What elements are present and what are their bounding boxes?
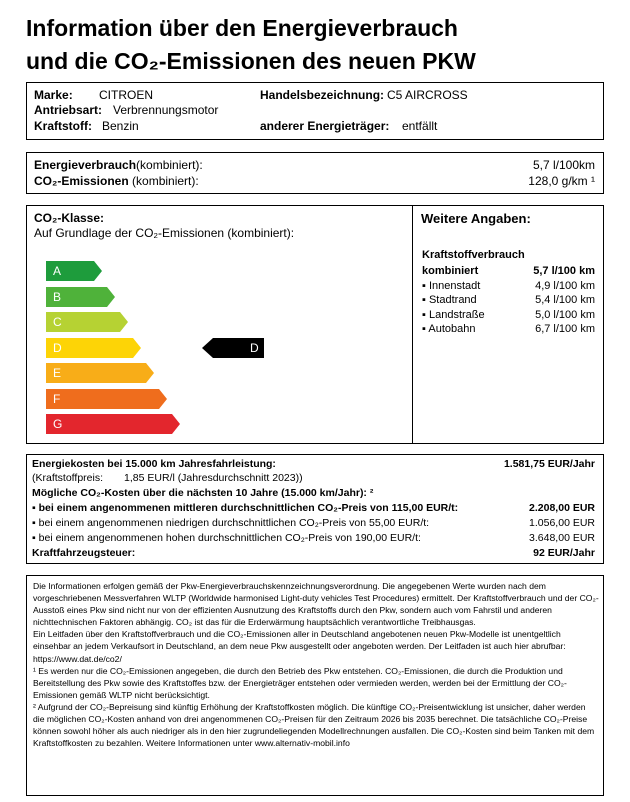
fuel-price-value: 1,85 EUR/l (Jahresdurchschnitt 2023)) (124, 472, 303, 484)
class-arrow-d (46, 338, 141, 358)
legal-info-box (26, 575, 604, 796)
co2-cost-high-text: bei einem angenommenen hohen durchschnittlichen CO₂-Preis von 190,00 EUR/t: (38, 532, 421, 544)
further-row-value: 5,0 l/100 km (535, 309, 595, 321)
legal-info-text (33, 580, 599, 749)
class-arrow-label: F (53, 391, 61, 406)
vehicle-info-box (26, 82, 604, 140)
trade-name-label: Handelsbezeichnung: (260, 88, 385, 102)
class-arrow-label: D (53, 340, 62, 355)
co2-emissions-value: 128,0 g/km ¹ (528, 174, 595, 188)
co2-emissions-label: CO₂-Emissionen (34, 174, 129, 188)
co2-cost-mid-label: ▪ bei einem angenommenen mittleren durchschnittlichen CO₂-Preis von 115,00 EUR/t: (32, 502, 459, 514)
further-row-label: ▪ Autobahn (422, 323, 476, 335)
combined-value: 5,7 l/100 km (533, 265, 595, 277)
info-paragraph-4: ² Aufgrund der CO₂-Bepreisung sind künftig Erhöhung der Kraftstoffkosten möglich. Die künftige CO₂-Preisentwicklung ist unsicher, daher werden die möglichen CO₂-Kosten anhand von drei angenommenen CO₂-Preisen für den Zeitraum 2026 bis 2035 berechnet. Die tatsächliche CO₂-Preise können sowohl höher als auch niedriger als in den hier zugrundeliegenden Modellrechnungen ausfallen. Die CO₂-Kosten sind beim Tanken mit dem Kraftstoffkosten zu bezahlen. Weitere Informationen unter www.alternativ-mobil.info (33, 701, 595, 749)
energy-consumption-value: 5,7 l/100km (532, 158, 595, 172)
other-energy-value: entfällt (402, 119, 438, 133)
make-label: Marke: (34, 88, 73, 102)
class-arrow-label: B (53, 289, 62, 304)
co2-cost-low-label: ▪ bei einem angenommenen niedrigen durchschnittlichen CO₂-Preis von 55,00 EUR/t: (32, 517, 430, 529)
info-paragraph-2: Ein Leitfaden über den Kraftstoffverbrauch und die CO₂-Emissionen aller in Deutschland angebotenen neuen Pkw-Modelle ist unentgeltlich einsehbar an jedem Verkaufsort in Deutschland, an dem neue Pkw ausgestellt oder angeboten werden. Der Leitfaden ist auch hier abrufbar: https://www.dat.de/co2/ (33, 629, 566, 664)
class-arrow-label: C (53, 315, 62, 329)
class-arrow-g (46, 414, 180, 434)
co2-cost-mid-value: 2.208,00 EUR (529, 502, 595, 514)
energy-cost-value: 1.581,75 EUR/Jahr (503, 458, 595, 470)
class-arrow-label: E (53, 366, 62, 380)
further-row-label-text: Autobahn (428, 323, 476, 335)
energy-consumption-suffix: (kombiniert): (136, 158, 203, 172)
class-arrow-c (46, 312, 128, 332)
fuel-price-label: (Kraftstoffpreis: (32, 472, 103, 484)
co2-class-basis: Auf Grundlage der CO₂-Emissionen (kombiniert): (34, 226, 295, 240)
co2-class-heading: CO₂-Klasse: (34, 211, 105, 225)
make-value: CITROEN (99, 88, 153, 102)
drive-label: Antriebsart: (34, 103, 103, 117)
class-arrow-shape (46, 414, 180, 434)
further-row-value: 6,7 l/100 km (535, 323, 595, 335)
class-arrow-shape (46, 389, 167, 409)
current-class-arrow (202, 338, 264, 358)
co2-emissions-row (34, 174, 199, 189)
combined-label: kombiniert (422, 265, 479, 277)
fuel-value: Benzin (102, 119, 139, 133)
class-divider (412, 206, 413, 443)
energy-consumption-row (34, 158, 203, 173)
consumption-box (26, 152, 604, 194)
further-row-label: ▪ Innenstadt (422, 280, 481, 292)
co2-cost-mid-text: bei einem angenommenen mittleren durchschnittlichen CO₂-Preis von 115,00 EUR/t: (38, 502, 459, 514)
co2-emissions-suffix: (kombiniert): (128, 174, 199, 188)
vehicle-tax-value: 92 EUR/Jahr (533, 547, 595, 559)
co2-class-box (26, 205, 604, 444)
current-class-label: D (250, 340, 259, 355)
costs-box (26, 454, 604, 564)
energy-cost-label: Energiekosten bei 15.000 km Jahresfahrleistung: (32, 458, 276, 470)
fuel-label: Kraftstoff: (34, 119, 92, 133)
co2-cost-low-value: 1.056,00 EUR (529, 517, 595, 529)
page-title (26, 12, 476, 78)
further-row-label: ▪ Stadtrand (422, 294, 477, 306)
further-row-label-text: Landstraße (428, 309, 485, 321)
vehicle-tax-label: Kraftfahrzeugsteuer: (32, 547, 136, 559)
class-arrow-shape (46, 363, 154, 383)
class-arrow-a (46, 261, 102, 281)
fuel-consumption-heading: Kraftstoffverbrauch (422, 249, 525, 261)
further-row-value: 5,4 l/100 km (535, 294, 595, 306)
co2-cost-low-text: bei einem angenommenen niedrigen durchschnittlichen CO₂-Preis von 55,00 EUR/t: (38, 517, 430, 529)
energy-consumption-label: Energieverbrauch (34, 158, 137, 172)
drive-value: Verbrennungsmotor (113, 103, 219, 117)
further-row-label-text: Stadtrand (428, 294, 477, 306)
title-line-1: Information über den Energieverbrauch (26, 15, 458, 41)
co2-cost-high-value: 3.648,00 EUR (529, 532, 595, 544)
other-energy-label: anderer Energieträger: (260, 119, 390, 133)
title-line-2: und die CO₂-Emissionen des neuen PKW (26, 48, 476, 74)
info-paragraph-1: Die Informationen erfolgen gemäß der Pkw-Energieverbrauchskennzeichnungsverordnung. Die angegebenen Werte wurden nach dem vorgeschriebenen Messverfahren WLTP (Worldwide harmonised Light-duty vehicles Test Procedures) ermittelt. Der Kraftstoffverbrauch und der CO₂-Ausstoß eines Pkw sind nicht nur von der effizienten Ausnutzung des Kraftstoffs durch den Pkw, sondern auch vom Fahrstil und anderen nichttechnischen Faktoren abhängig. CO₂ ist das für die Erderwärmung hauptsächlich verantwortliche Treibhausgas. (33, 581, 599, 628)
further-row-label-text: Innenstadt (428, 280, 481, 292)
co2-cost-high-label: ▪ bei einem angenommenen hohen durchschnittlichen CO₂-Preis von 190,00 EUR/t: (32, 532, 421, 544)
class-arrow-f (46, 389, 167, 409)
further-row-value: 4,9 l/100 km (535, 280, 595, 292)
class-arrow-label: G (53, 417, 63, 431)
info-paragraph-3: ¹ Es werden nur die CO₂-Emissionen angegeben, die durch den Betrieb des Pkw entstehen. CO₂-Emissionen, die durch die Produktion und Bereitstellung des Pkw sowie des Kraftstoffes bzw. der Energieträger entstehen oder vermieden werden, werden bei der Ermittlung der CO₂-Emissionen gemäß WLTP nicht berücksichtigt. (33, 665, 567, 700)
further-info-heading: Weitere Angaben: (421, 211, 531, 226)
class-arrow-b (46, 287, 115, 307)
class-arrow-label: A (53, 264, 62, 278)
further-row-label: ▪ Landstraße (422, 309, 485, 321)
trade-name-value: C5 AIRCROSS (387, 88, 468, 102)
class-arrow-e (46, 363, 154, 383)
co2-cost-heading: Mögliche CO₂-Kosten über die nächsten 10 Jahre (15.000 km/Jahr): ² (32, 487, 374, 499)
